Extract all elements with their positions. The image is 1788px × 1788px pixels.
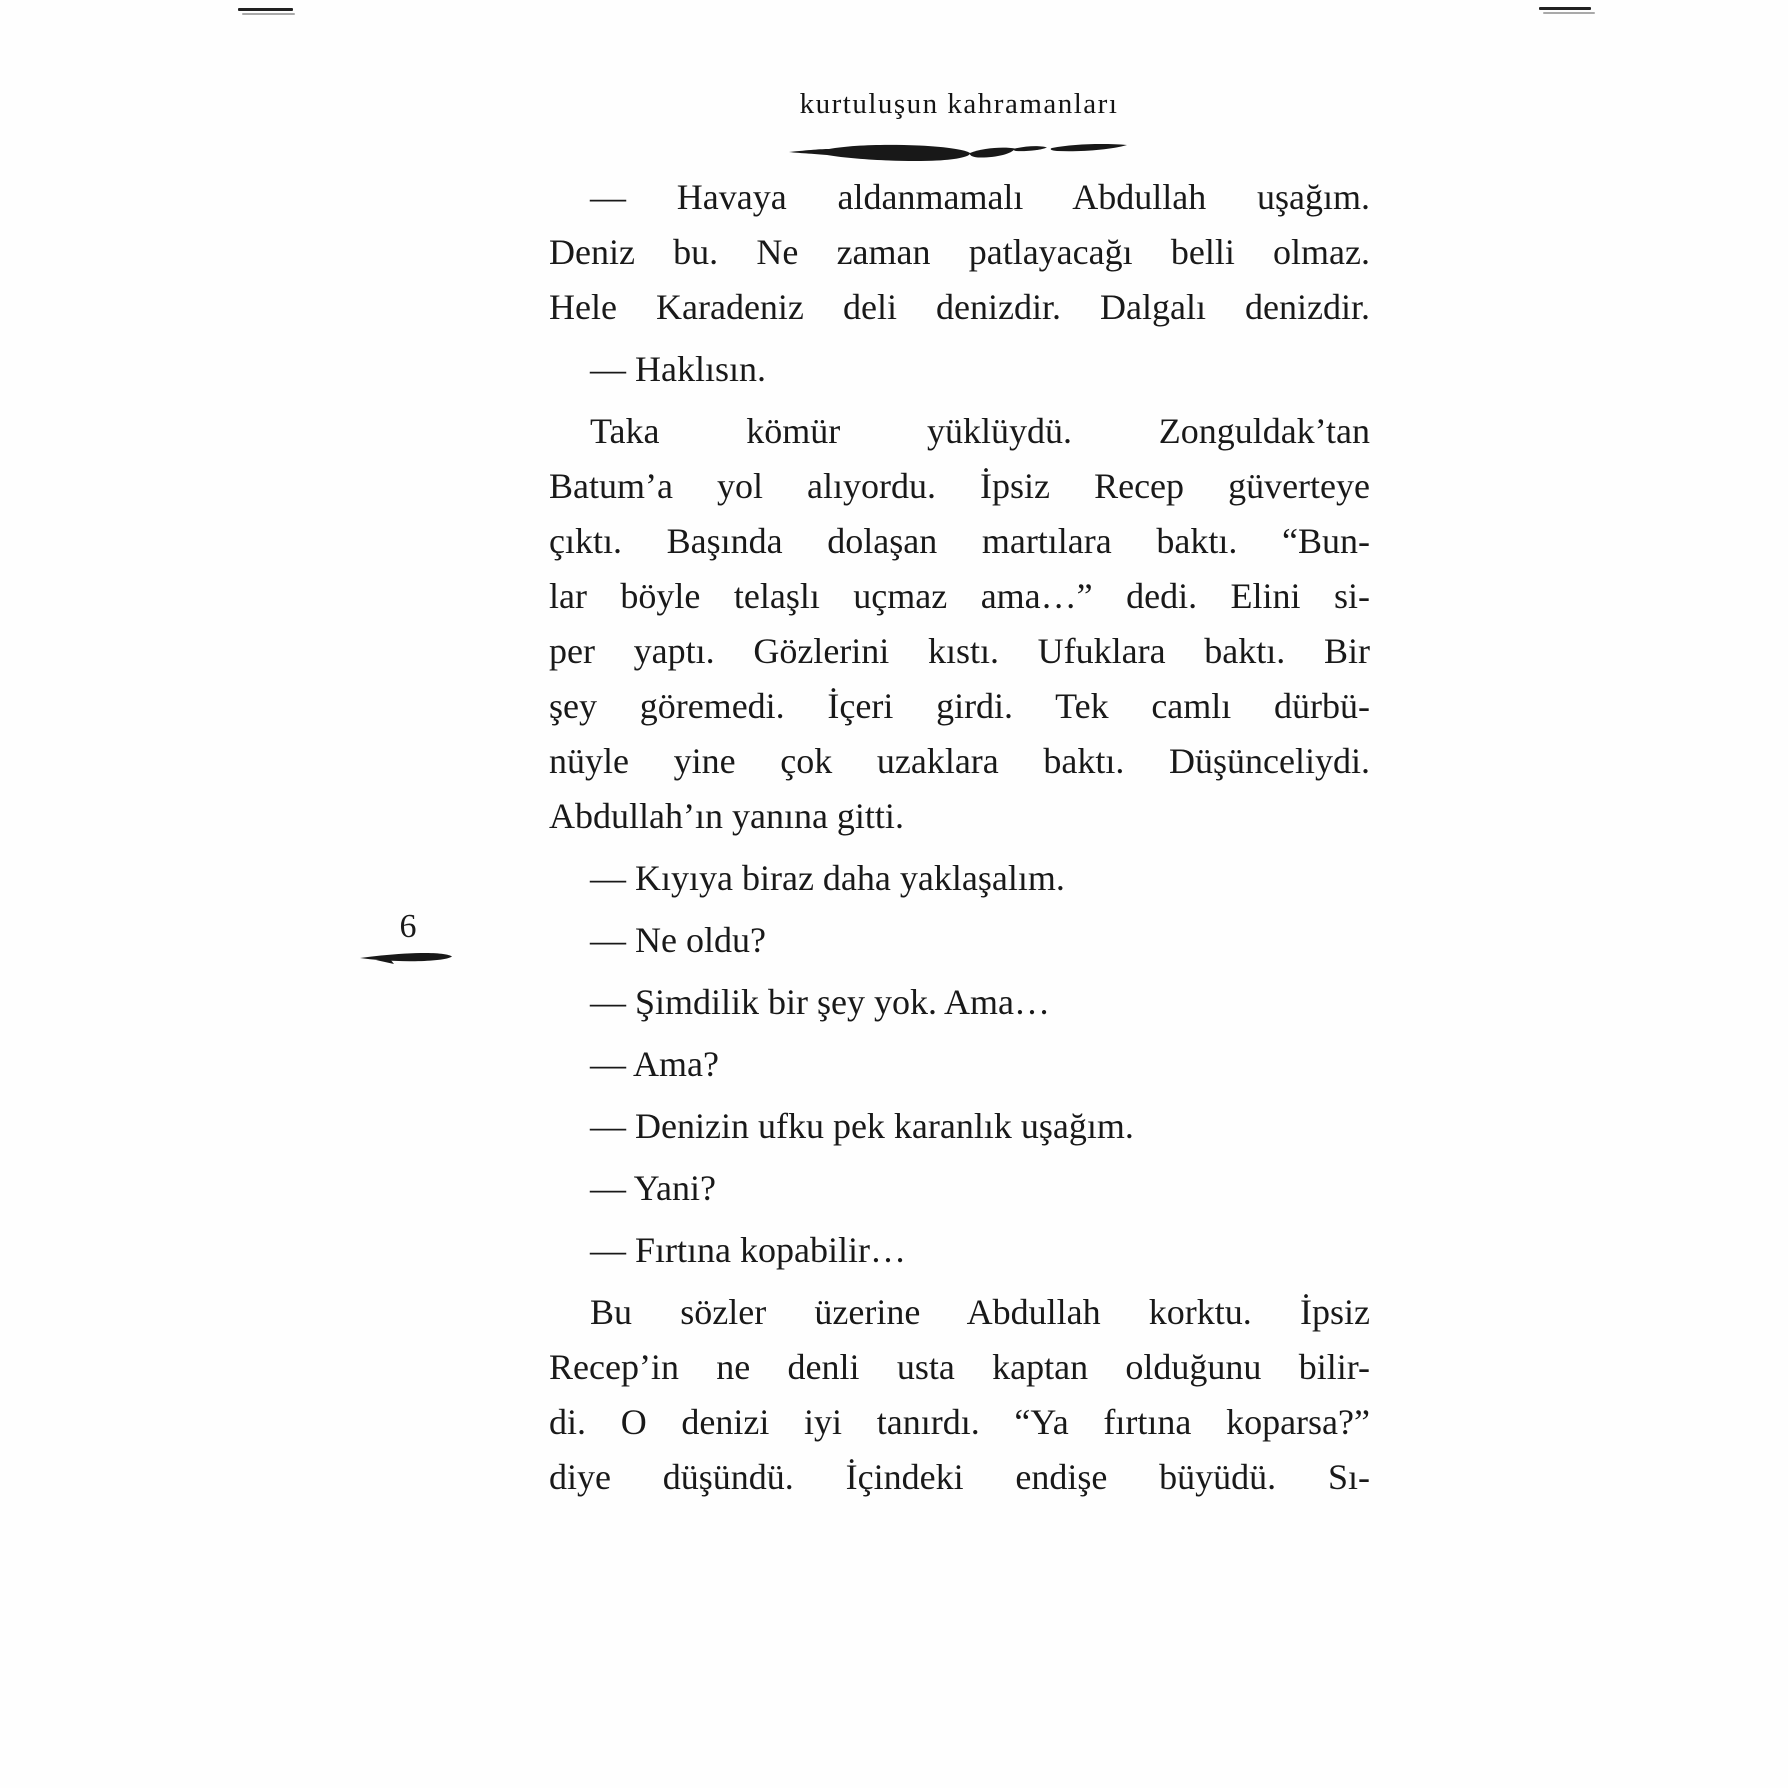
text-line: nüyle yine çok uzaklara baktı. Düşünceliydi. — [549, 741, 1370, 781]
page-number-underline-ornament-icon — [360, 948, 456, 966]
text-line: Batum’a yol alıyordu. İpsiz Recep güverteye — [549, 466, 1370, 506]
text-line: di. O denizi iyi tanırdı. “Ya fırtına koparsa?” — [549, 1402, 1370, 1442]
running-header — [549, 86, 1369, 122]
running-header-title: kurtuluşun kahramanları — [799, 88, 1119, 120]
dialogue-paragraph — [549, 170, 1370, 335]
text-line: Deniz bu. Ne zaman patlayacağı belli olmaz. — [549, 232, 1370, 272]
text-line: diye düşündü. İçindeki endişe büyüdü. Sı- — [549, 1457, 1370, 1497]
dialogue-paragraph — [549, 1099, 1370, 1154]
header-ornament-container — [549, 141, 1369, 172]
page-number-block — [350, 907, 466, 971]
dialogue-paragraph — [549, 851, 1370, 906]
page-edge-mark-top-right-shadow — [1543, 12, 1595, 14]
text-line: lar böyle telaşlı uçmaz ama…” dedi. Elini si- — [549, 576, 1370, 616]
text-line: Recep’in ne denli usta kaptan olduğunu bilir- — [549, 1347, 1370, 1387]
page-edge-mark-top-left — [238, 8, 293, 11]
text-line: Taka kömür yüklüydü. Zonguldak’tan — [590, 411, 1370, 451]
dialogue-paragraph — [549, 342, 1370, 397]
narrative-paragraph — [549, 404, 1370, 844]
narrative-paragraph — [549, 1285, 1370, 1505]
text-line: — Havaya aldanmamalı Abdullah uşağım. — [590, 177, 1370, 217]
dialogue-paragraph — [549, 975, 1370, 1030]
text-line: — Haklısın. — [590, 349, 766, 389]
text-line: — Şimdilik bir şey yok. Ama… — [590, 982, 1051, 1022]
text-line: Bu sözler üzerine Abdullah korktu. İpsiz — [590, 1292, 1370, 1332]
text-line: — Yani? — [590, 1168, 717, 1208]
text-line: Abdullah’ın yanına gitti. — [549, 796, 904, 836]
text-line: — Ne oldu? — [590, 920, 766, 960]
page-edge-mark-top-right — [1539, 7, 1591, 10]
text-line: per yaptı. Gözlerini kıstı. Ufuklara baktı. Bir — [549, 631, 1370, 671]
page-edge-mark-top-left-shadow — [242, 13, 295, 15]
dialogue-paragraph — [549, 1037, 1370, 1092]
brush-stroke-ornament-icon — [789, 141, 1129, 167]
dialogue-paragraph — [549, 1161, 1370, 1216]
text-line: Hele Karadeniz deli denizdir. Dalgalı denizdir. — [549, 287, 1370, 327]
text-line: — Denizin ufku pek karanlık uşağım. — [590, 1106, 1134, 1146]
text-line: — Ama? — [590, 1044, 719, 1084]
text-line: — Kıyıya biraz daha yaklaşalım. — [590, 858, 1065, 898]
dialogue-paragraph — [549, 1223, 1370, 1278]
text-line: şey göremedi. İçeri girdi. Tek camlı dürbü- — [549, 686, 1370, 726]
body-text — [549, 170, 1370, 1505]
text-line: çıktı. Başında dolaşan martılara baktı. “Bun- — [549, 521, 1370, 561]
dialogue-paragraph — [549, 913, 1370, 968]
page-number: 6 — [399, 908, 417, 945]
text-line: — Fırtına kopabilir… — [590, 1230, 906, 1270]
